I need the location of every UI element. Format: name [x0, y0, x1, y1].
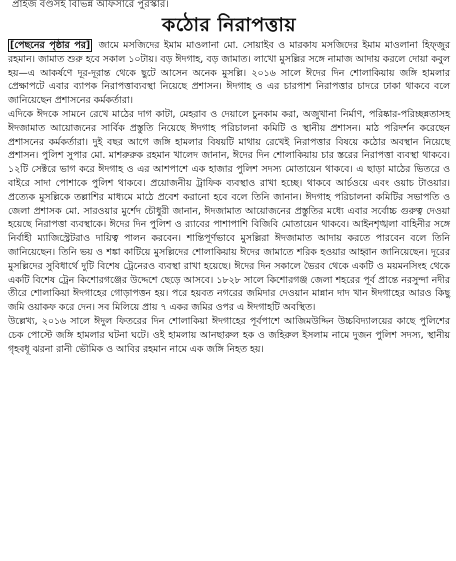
continued-from-label: [পেছনের পৃষ্ঠার পর]: [10, 40, 91, 51]
article-paragraph-3: উল্লেখ্য, ২০১৬ সালে ঈদুল ফিতরের দিন শোলাকিয়া ঈদগাহের পূর্বপাশে আজিমউদ্দিন উচ্চবিদ্যালয়ের কাছে পুলিশের চেক পোস্টে জঙ্গি হামলার ঘটনা ঘটে। ওই হামলায় আনছারুল হক ও জহিরুল ইসলাম নামে দুজন পুলিশ সদস্য, স্থানীয় গৃহবধূ ঝরনা রানী ভৌমিক ও আবির রহমান নামে এক জঙ্গি নিহত হয়।: [8, 315, 450, 355]
article-paragraph-1: [8, 39, 450, 108]
article-paragraph-2: এদিকে ঈদকে সামনে রেখে মাঠের দাগ কাটা, মেহরাব ও দেয়ালে চুনকাম করা, অজুখানা নির্মাণ, পরিষ্কার-পরিচ্ছন্নতাসহ ঈদজামাত আয়োজনের সার্বিক প্রস্তুতি নিয়েছে ঈদগাহ পরিচালনা কমিটি ও স্থানীয় প্রশাসন। মাঠ পরিদর্শন করেছেন প্রশাসনের কর্মকর্তারা। দুই বছর আগে জঙ্গি হামলার বিষয়টি মাথায় রেখেই নিরাপত্তার বিষয়ে কঠোর অবস্থান নিয়েছে প্রশাসন। পুলিশ সুপার মো. মাশরুরুক রহমান খালেদ জানান, ঈদের দিন শোলাকিয়ায় চার স্তরের নিরাপত্তা ব্যবস্থা থাকবে। ১২টি সেক্টরে ভাগ করে ঈদগাহ ও এর আশপাশে এক হাজার পুলিশ সদস্য মোতায়েন থাকবে। এ ছাড়া মাঠের ভিতরে ও বাইরে সাদা পোশাকে পুলিশ থাকবে। প্রয়োজনীয় ট্রাফিক ব্যবস্থাও রাখা হচ্ছে। থাকবে আর্চওয়ে এবং ওয়াচ টাওয়ার। প্রত্যেক মুসল্লিকে তল্লাশির মাধ্যমে মাঠে প্রবেশ করানো হবে বলে তিনি জানান। ঈদগাহ পরিচালনা কমিটির সভাপতি ও জেলা প্রশাসক মো. সারওয়ার মুর্শেদ চৌধুরী জানান, ঈদজামাত আয়োজনের প্রস্তুতির মধ্যে এবার সর্বোচ্চ গুরুত্ব দেওয়া হয়েছে নিরাপত্তা ব্যবস্থাকে। ঈদের দিন পুলিশ ও র‍্যাবের পাশাপাশি বিজিবি মোতায়েন থাকবে। আইনশৃঙ্খলা বাহিনীর সঙ্গে নির্বাহী ম্যাজিস্ট্রেটরাও দায়িত্ব পালন করবেন। শান্তিপূর্ণভাবে মুসল্লিরা ঈদজামাত আদায় করতে পারবেন বলে তিনি জানিয়েছেন। তিনি ভয় ও শঙ্কা কাটিয়ে মুসল্লিদের শোলাকিয়ায় ঈদের জামাতে শরিক হওয়ার আহ্বান জানিয়েছেন। দূরের মুসল্লিদের সুবিধার্থে দুটি বিশেষ ট্রেনেরও ব্যবস্থা রাখা হয়েছে। ঈদের দিন সকালে ভৈরব থেকে একটি ও ময়মনসিংহ থেকে একটি বিশেষ ট্রেন কিশোরগঞ্জের উদ্দেশে ছেড়ে আসবে। ১৮২৮ সালে কিশোরগঞ্জ জেলা শহরের পূর্ব প্রান্তে নরসুন্দা নদীর তীরে শোলাকিয়া ঈদগাহের গোড়াপত্তন হয়। পরে হয়বত নগরের জমিদার দেওয়ান মান্নান দাদ খান ঈদগাহের আরও কিছু জমি ওয়াকফ করে দেন। সব মিলিয়ে প্রায় ৭ একর জমির ওপর এ ঈদগাহটি অবস্থিত।: [8, 108, 450, 314]
article-body: [8, 39, 450, 356]
paragraph-text: জামে মসজিদের ইমাম মাওলানা মো. সোয়াইব ও মারকায মসজিদের ইমাম মাওলানা হিফ্জুর রহমান। জামাত শুরু হবে সকাল ১০টায়। বড় ঈদগাহ, বড় জামাত। লাখো মুসল্লির সঙ্গে নামাজ আদায় করলে দোয়া কবুল হয়—এ আকর্ষণে দূর-দূরান্ত থেকে ছুটে আসেন অনেক মুসল্লি। ২০১৬ সালে ঈদের দিন শোলাকিয়ায় জঙ্গি হামলার প্রেক্ষাপটে এবার ব্যাপক নিরাপত্তাব্যবস্থা নিয়েছে প্রশাসন। ঈদগাহ ও এর চারপাশ নিরাপত্তার চাদরে ঢাকা থাকবে বলে জানিয়েছেন প্রশাসনের কর্মকর্তারা।: [8, 40, 450, 107]
previous-article-fragment: প্রাইজ বণ্ডসহ বিভিন্ন অফিসারে পুরস্কার।: [12, 0, 169, 10]
article-headline: কঠোর নিরাপত্তায়: [161, 14, 297, 36]
